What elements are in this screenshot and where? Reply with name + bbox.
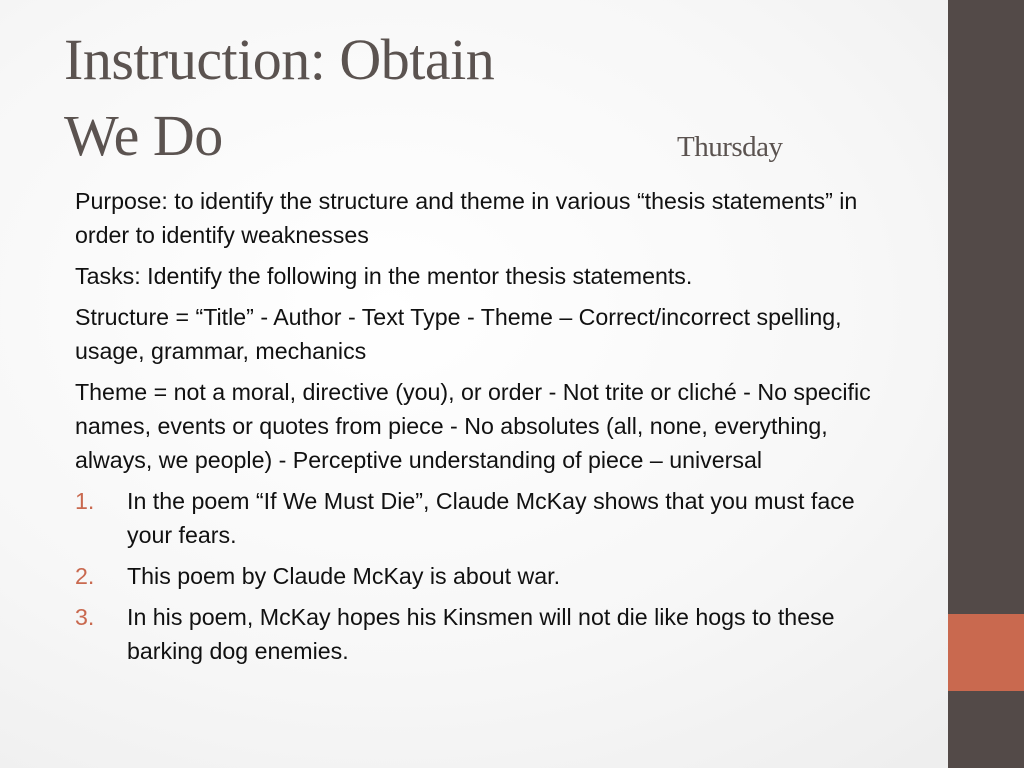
list-item	[75, 484, 905, 552]
list-item-text: This poem by Claude McKay is about war.	[127, 563, 561, 589]
theme-paragraph: Theme = not a moral, directive (you), or order - Not trite or cliché - No specific names, events or quotes from piece - No absolutes (all, none, everything, always, we people) - Perceptive understanding of piece – universal	[75, 379, 871, 473]
list-number: 3.	[75, 604, 95, 630]
list-item	[75, 600, 905, 668]
title-line-2: We Do	[64, 103, 223, 168]
thesis-examples-list	[75, 484, 905, 668]
structure-paragraph: Structure = “Title” - Author - Text Type - Theme – Correct/incorrect spelling, usage, grammar, mechanics	[75, 304, 842, 364]
slide-title	[64, 22, 924, 174]
slide-subtitle-day: Thursday	[677, 131, 783, 163]
accent-block	[948, 614, 1024, 691]
list-item-text: In the poem “If We Must Die”, Claude McKay shows that you must face your fears.	[127, 488, 855, 548]
slide-content	[75, 184, 905, 675]
list-item-text: In his poem, McKay hopes his Kinsmen will not die like hogs to these barking dog enemies.	[127, 604, 835, 664]
list-item	[75, 559, 905, 593]
purpose-paragraph: Purpose: to identify the structure and theme in various “thesis statements” in order to identify weaknesses	[75, 188, 858, 248]
title-line-1: Instruction: Obtain	[64, 27, 495, 92]
list-number: 1.	[75, 488, 95, 514]
list-number: 2.	[75, 563, 95, 589]
tasks-paragraph: Tasks: Identify the following in the mentor thesis statements.	[75, 263, 693, 289]
